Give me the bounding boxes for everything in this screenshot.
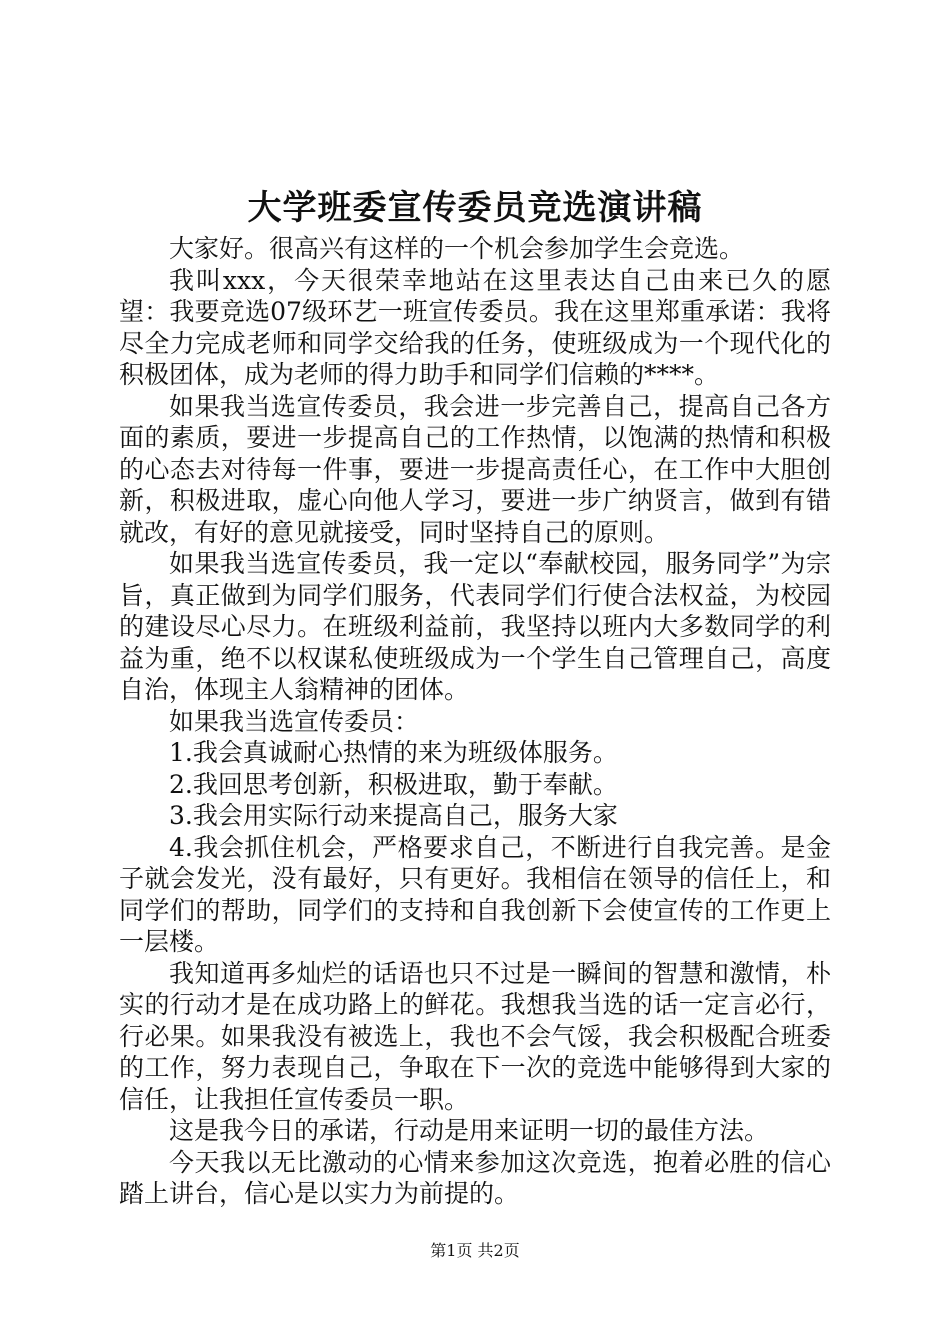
paragraph-service-principle: 如果我当选宣传委员，我一定以“奉献校园，服务同学”为宗旨，真正做到为同学们服务，代表同学们行使合法权益，为校园的建设尽心尽力。在班级利益前，我坚持以班内大多数同学的利益为重，绝不以权谋私使班级成为一个学生自己管理自己，高度自治，体现主人翁精神的团体。 xyxy=(119,549,831,704)
paragraph-introduction: 我叫xxx，今天很荣幸地站在这里表达自己由来已久的愿望：我要竞选07级环艺一班宣传委员。我在这里郑重承诺：我将尽全力完成老师和同学交给我的任务，使班级成为一个现代化的积极团体，成为老师的得力助手和同学们信赖的****。 xyxy=(119,265,831,389)
paragraph-greeting: 大家好。很高兴有这样的一个机会参加学生会竞选。 xyxy=(169,234,745,263)
document-body xyxy=(119,233,831,1210)
list-item-3: 3.我会用实际行动来提高自己，服务大家 xyxy=(169,801,618,830)
list-item-1: 1.我会真诚耐心热情的来为班级体服务。 xyxy=(169,738,618,767)
paragraph-closing: 今天我以无比激动的心情来参加这次竞选，抱着必胜的信心踏上讲台，信心是以实力为前提的。 xyxy=(119,1147,831,1208)
list-item-2: 2.我回思考创新，积极进取，勤于奉献。 xyxy=(169,769,618,799)
paragraph-action: 我知道再多灿烂的话语也只不过是一瞬间的智慧和激情，朴实的行动才是在成功路上的鲜花。我想我当选的话一定言必行，行必果。如果我没有被选上，我也不会气馁，我会积极配合班委的工作，努力表现自己，争取在下一次的竞选中能够得到大家的信任，让我担任宣传委员一职。 xyxy=(119,958,831,1114)
paragraph-self-improvement: 如果我当选宣传委员，我会进一步完善自己，提高自己各方面的素质，要进一步提高自己的工作热情，以饱满的热情和积极的心态去对待每一件事，要进一步提高责任心，在工作中大胆创新，积极进取，虚心向他人学习，要进一步广纳贤言，做到有错就改，有好的意见就接受，同时坚持自己的原则。 xyxy=(119,391,831,547)
paragraph-list-intro: 如果我当选宣传委员： xyxy=(169,706,420,736)
list-item-4: 4.我会抓住机会，严格要求自己，不断进行自我完善。是金子就会发光，没有最好，只有更好。我相信在领导的信任上，和同学们的帮助，同学们的支持和自我创新下会使宣传的工作更上一层楼。 xyxy=(119,832,831,956)
page-number-footer: 第1页 共2页 xyxy=(430,1241,520,1260)
paragraph-promise: 这是我今日的承诺，行动是用来证明一切的最佳方法。 xyxy=(169,1116,770,1145)
document-title: 大学班委宣传委员竞选演讲稿 xyxy=(247,188,703,228)
